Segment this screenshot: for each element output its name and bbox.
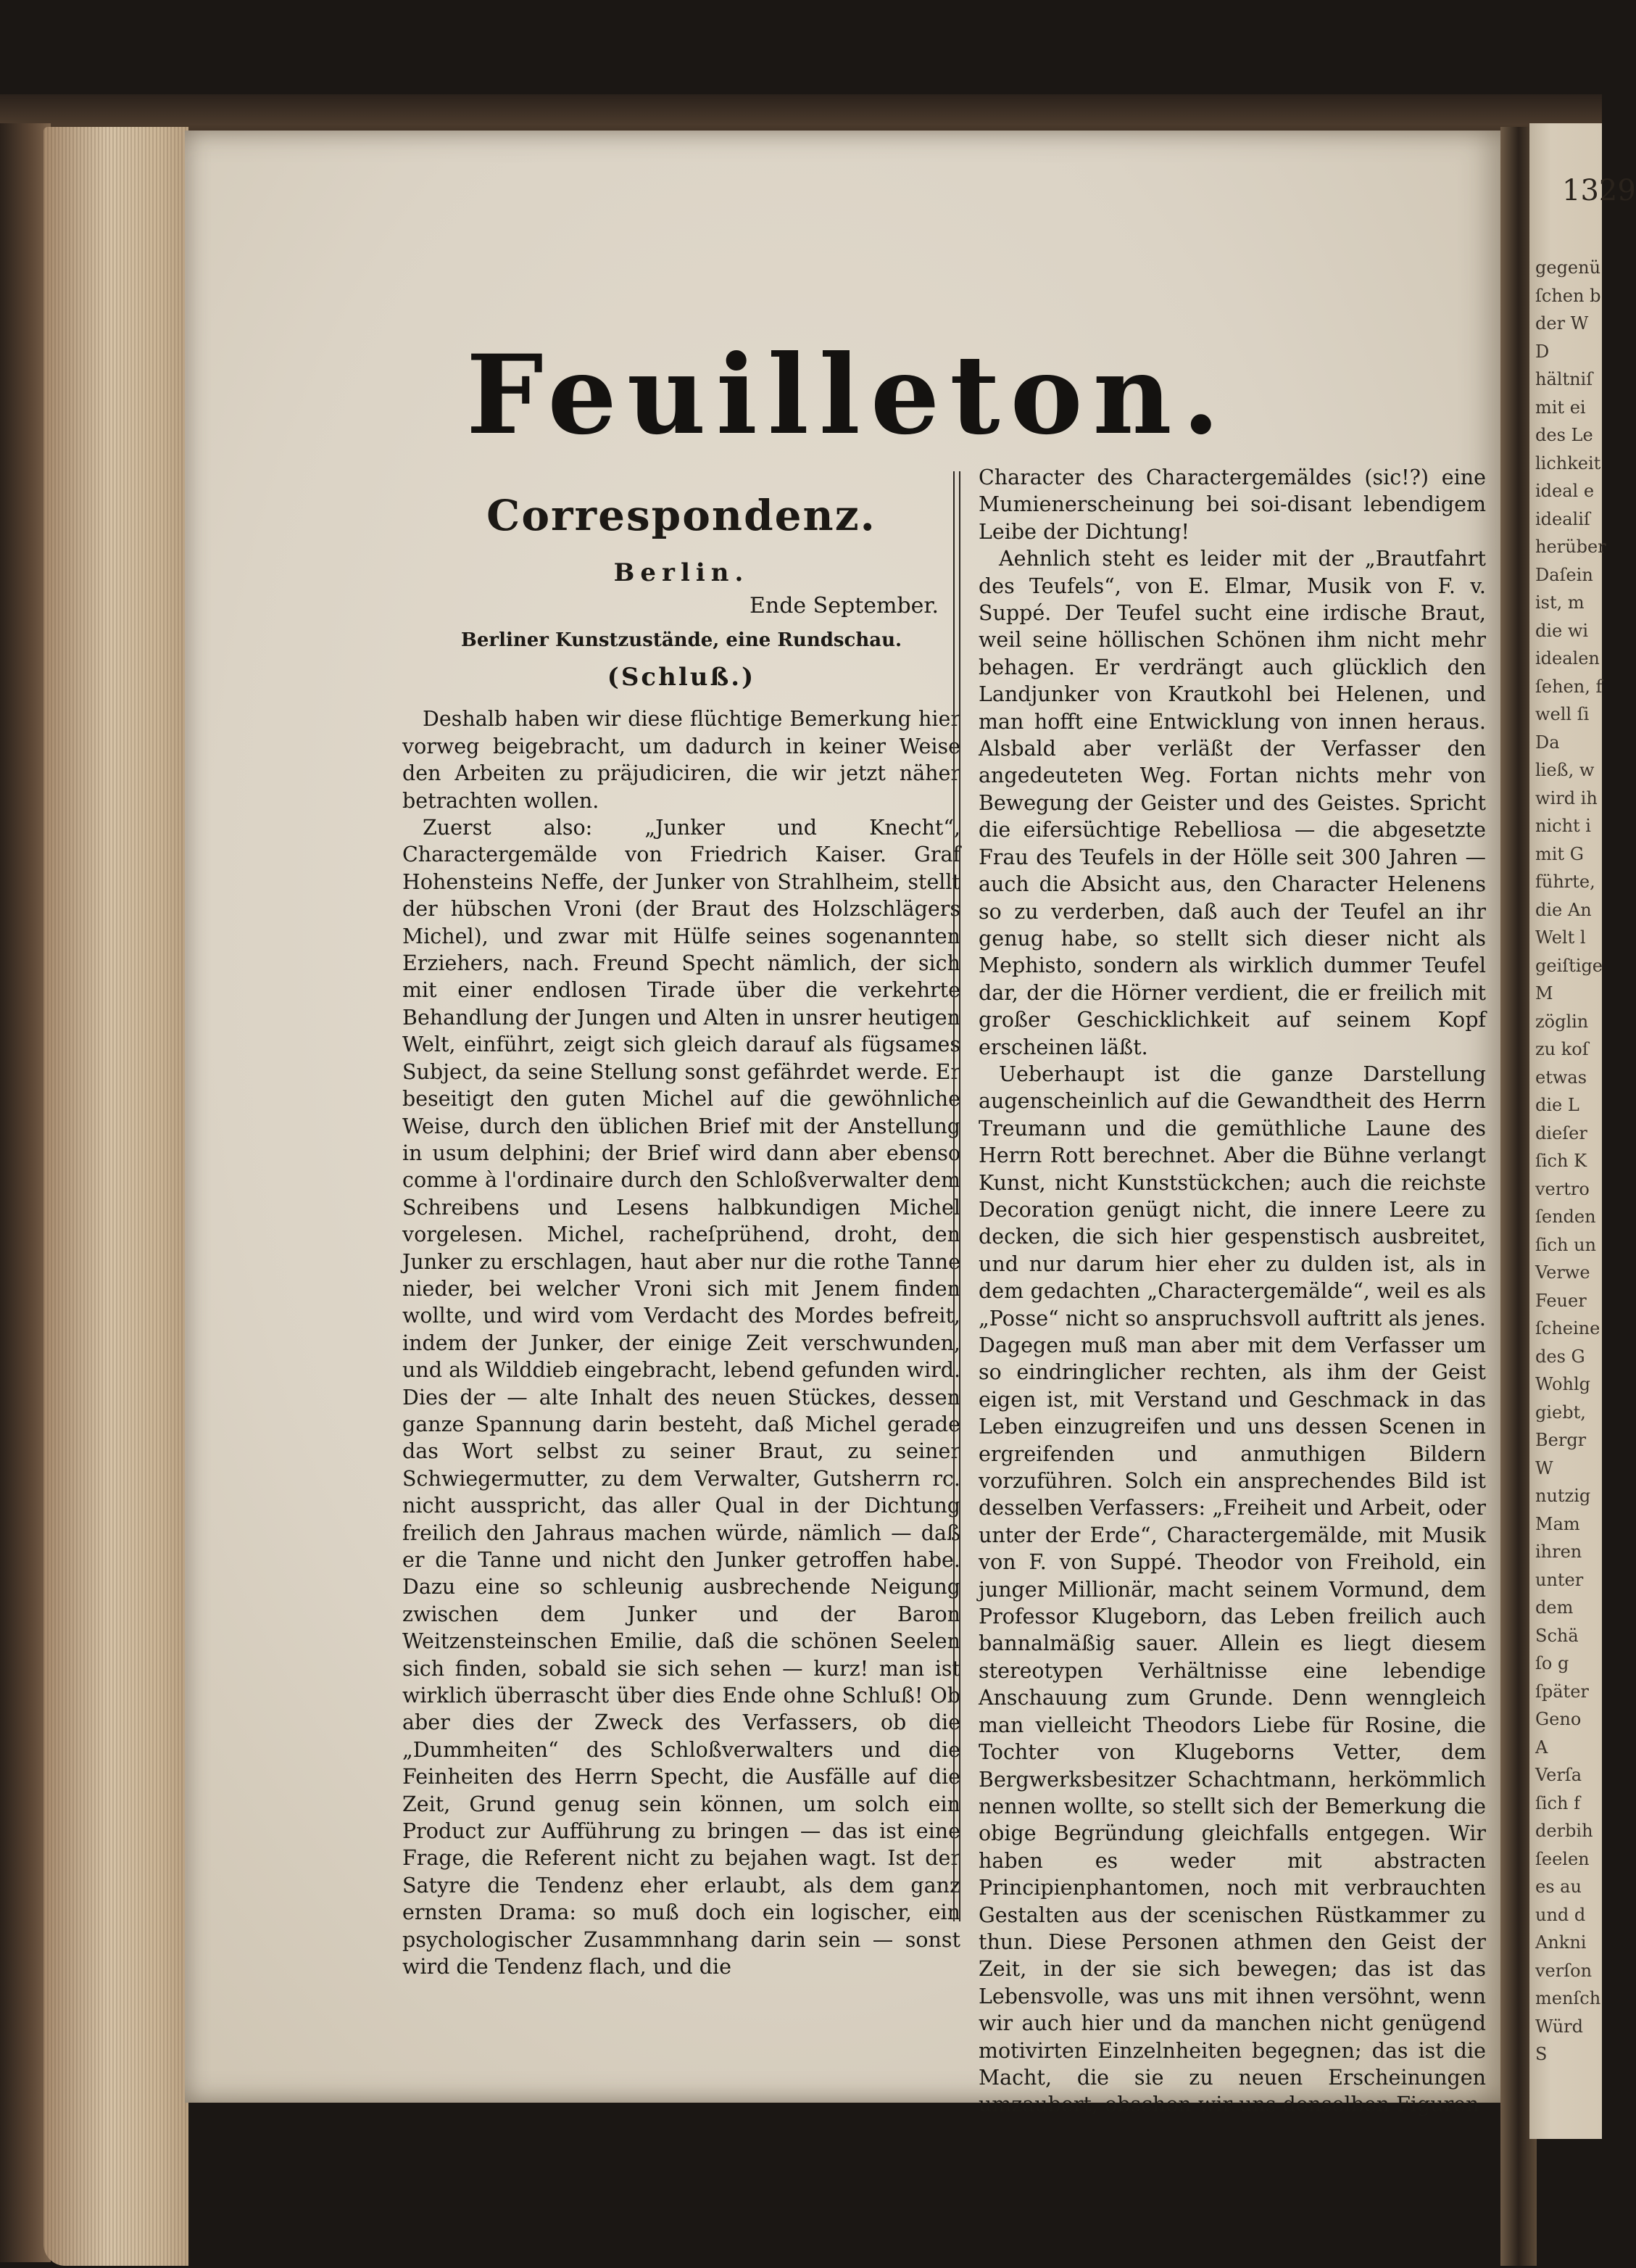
right-page-fragment-line: ſpäter: [1535, 1681, 1589, 1702]
page-title: Feuilleton.: [466, 331, 1230, 459]
right-page-fragment-line: ſich un: [1535, 1234, 1596, 1255]
right-page-fragment-line: die L: [1535, 1095, 1579, 1115]
page-number: 1329: [1562, 174, 1636, 207]
section-title: Correspondenz.: [486, 491, 876, 540]
right-page-fragment-line: ihren: [1535, 1541, 1582, 1562]
right-page-fragment-line: well ſi: [1535, 704, 1590, 724]
right-page-fragment-line: Verwe: [1535, 1262, 1590, 1283]
right-page-fragment-line: S: [1535, 2044, 1548, 2064]
right-page-fragment-line: hältniſ: [1535, 369, 1593, 389]
dateline-date: Ende September.: [749, 593, 939, 619]
right-page-fragment-line: Daſein: [1535, 564, 1593, 585]
right-page-fragment-line: mit G: [1535, 843, 1584, 864]
right-page-fragment-line: dem: [1535, 1597, 1574, 1618]
right-page-fragment-line: die wi: [1535, 620, 1589, 641]
right-page-fragment-line: zu koſ: [1535, 1039, 1589, 1059]
column-divider: [953, 471, 960, 1921]
right-page-fragment-line: gegenü: [1535, 257, 1601, 278]
right-page-fragment-line: W: [1535, 1457, 1553, 1478]
page-stack-edges: [43, 127, 188, 2266]
right-page-fragment-line: herüber: [1535, 537, 1606, 557]
right-page-fragment-line: vertro: [1535, 1178, 1590, 1199]
right-page-fragment-line: unter: [1535, 1569, 1584, 1590]
text-column-left: [402, 464, 960, 1981]
right-page-fragment-line: Verſa: [1535, 1765, 1582, 1785]
right-page-fragment-line: ließ, w: [1535, 760, 1595, 780]
right-page-fragment-line: Feuer: [1535, 1290, 1587, 1311]
article-subtitle: Berliner Kunstzustände, eine Rundschau.: [460, 629, 902, 651]
right-page-fragment-line: zöglin: [1535, 1011, 1589, 1032]
right-page-fragment-line: idealiſ: [1535, 508, 1590, 529]
text-column-right: [979, 464, 1486, 2119]
right-page-fragment-line: ſo g: [1535, 1653, 1569, 1673]
right-page-fragment-line: des Le: [1535, 425, 1593, 445]
right-page-fragment-line: ſich f: [1535, 1792, 1580, 1813]
right-page-fragment-line: ist, m: [1535, 592, 1585, 613]
right-page-fragment-line: derbih: [1535, 1821, 1593, 1841]
paragraph: Ueberhaupt ist die ganze Darstellung augenscheinlich auf die Gewandtheit des Herrn Treumann und die gemüthliche Laune des Herrn Rott berechnet. Aber die Bühne verlangt Kunst, nicht Kunststückchen; auch die reichste Decoration genügt nicht, die innere Leere zu decken, die sich hier gespenstisch ausbreitet, und nur darum hier eher zu dulden ist, als in dem gedachten „Charactergemälde“, weil es als „Posse“ nicht so anspruchsvoll auftritt als jenes. Dagegen muß man aber mit dem Verfasser um so eindringlicher rechten, als ihm der Geist eigen ist, mit Verstand und Geschmack in das Leben einzugreifen und uns dessen Scenen in ergreifenden und anmuthigen Bildern vorzuführen. Solch ein ansprechendes Bild ist desselben Verfassers: „Freiheit und Arbeit, oder unter der Erde“, Charactergemälde, mit Musik von F. von Suppé. Theodor von Freihold, ein junger Millionär, macht seinem Vormund, dem Professor Klugeborn, das Leben freilich auch bannalmäßig sauer. Allein es liegt diesem stereotypen Verhältnisse eine lebendige Anschauung zum Grunde. Denn wenngleich man vielleicht Theodors Liebe für Rosine, die Tochter von Klugeborns Vetter, dem Bergwerksbesitzer Schachtmann, herkömmlich nennen wollte, so stellt sich der Bemerkung die obige Begründung gleichfalls entgegen. Wir haben es weder mit abstracten Principienphantomen, noch mit verbrauchten Gestalten aus der scenischen Rüstkammer zu thun. Diese Personen athmen den Geist der Zeit, in der sie sich bewegen; das ist das Lebensvolle, was uns mit ihnen versöhnt, wenn wir auch hier und da manchen nicht genügend motivirten Einzelnheiten begegnen; das ist die Macht, die sie zu neuen Erscheinungen umzaubert, obschon wir uns denselben Figuren: [979, 1061, 1486, 2117]
right-page-fragment-line: ſchen b: [1535, 285, 1601, 306]
right-page-fragment-line: geiſtige: [1535, 955, 1603, 976]
right-page-fragment-line: ſeelen: [1535, 1848, 1590, 1869]
right-page-fragment-line: Da: [1535, 732, 1560, 753]
right-page-fragment-line: idealen: [1535, 648, 1600, 669]
right-page-fragment-line: ſehen, f: [1535, 676, 1603, 697]
right-page-fragment-line: Schä: [1535, 1625, 1579, 1646]
right-page-fragment-line: menſch: [1535, 1988, 1601, 2008]
right-page-fragment-line: Mam: [1535, 1513, 1580, 1534]
right-page-fragment-line: A: [1535, 1737, 1548, 1758]
right-page-fragment-line: wird ih: [1535, 787, 1598, 808]
right-page-fragment-line: es au: [1535, 1876, 1582, 1897]
paragraph: Aehnlich steht es leider mit der „Brautfahrt des Teufels“, von E. Elmar, Musik von F. v. Suppé. Der Teufel sucht eine irdische Braut, weil seine höllischen Schönen ihm nicht mehr behagen. Er verdrängt auch glücklich den Landjunker von Krautkohl bei Helenen, und man hofft eine Entwicklung von innen heraus. Alsbald aber verläßt der Verfasser den angedeuteten Weg. Fortan nichts mehr von Bewegung der Geister und des Geistes. Spricht die eifersüchtige Rebelliosa — die abgesetzte Frau des Teufels in der Hölle seit 300 Jahren — auch die Absicht aus, den Character Helenens so zu verderben, daß auch der Teufel an ihr genug habe, so stellt sich dieser nicht als Mephisto, sondern als wirklich dummer Teufel dar, der die Hörner verdient, die er freilich mit großer Geschicklichkeit auf seinem Kopf erscheinen läßt.: [979, 547, 1486, 1059]
right-page-fragment-line: ſenden: [1535, 1207, 1596, 1227]
right-page-fragment-line: nutzig: [1535, 1486, 1591, 1506]
right-page-fragment-line: führte,: [1535, 872, 1595, 892]
page-header: [185, 331, 1511, 459]
right-page-fragment: [1529, 123, 1636, 2139]
right-page-fragment-line: giebt,: [1535, 1402, 1586, 1423]
right-page-fragment-line: Würd: [1535, 2016, 1583, 2037]
paragraph: Deshalb haben wir diese flüchtige Bemerkung hier vorweg beigebracht, um dadurch in keiner Weise den Arbeiten zu präjudiciren, die wir jetzt näher betrachten wollen.: [402, 707, 960, 813]
right-page-fragment-line: lichkeit: [1535, 452, 1601, 473]
paragraph: Zuerst also: „Junker und Knecht“, Charactergemälde von Friedrich Kaiser. Graf Hohensteins Neffe, der Junker von Strahlheim, stellt der hübschen Vroni (der Braut des Holzschlägers Michel), und zwar mit Hülfe seines sogenannten Erziehers, nach. Freund Specht nämlich, der sich mit einer endlosen Tirade über die verkehrte Behandlung der Jungen und Alten in unsrer heutigen Welt, einführt, zeigt sich gleich darauf als fügsames Subject, da seine Stellung sonst gefährdet werde. Er beseitigt den guten Michel auf die gewöhnliche Weise, durch den üblichen Brief mit der Anstellung in usum delphini; der Brief wird dann aber ebenso comme à l'ordinaire durch den Schloßverwalter dem Schreibens und Lesens halbkundigen Michel vorgelesen. Michel, racheſprühend, droht, den Junker zu erschlagen, haut aber nur die rothe Tanne nieder, bei welcher Vroni sich mit Jenem finden wollte, und wird vom Verdacht des Mordes befreit, indem der Junker, der einige Zeit verschwunden, und als Wilddieb eingebracht, lebend gefunden wird. Dies der — alte Inhalt des neuen Stückes, dessen ganze Spannung darin besteht, daß Michel gerade das Wort selbst zu seiner Braut, zu seiner Schwiegermutter, zu dem Verwalter, Gutsherrn rc. nicht ausspricht, das aller Qual in der Dichtung freilich den Jahraus machen würde, nämlich — daß er die Tanne und nicht den Junker getroffen habe. Dazu eine so schleunig ausbrechende Neigung zwischen dem Junker und der Baron Weitzensteinschen Emilie, daß die schönen Seelen sich finden, sobald sie sich sehen — kurz! man ist wirklich überrascht über dies Ende ohne Schluß! Ob aber dies der Zweck des Verfassers, ob die „Dummheiten“ des Schloßverwalters und die Feinheiten des Herrn Specht, die Ausfälle auf die Zeit, Grund genug sein können, um solch ein Product zur Aufführung zu bringen — das ist eine Frage, die Referent nicht zu bejahen wagt. Ist der Satyre die Tendenz eher erlaubt, als dem ganz ernsten Drama: so muß doch ein logischer, ein psychologischer Zusammnhang darin sein — sonst wird die Tendenz flach, und die: [402, 816, 960, 1979]
right-page-fragment-line: des G: [1535, 1346, 1585, 1367]
right-page-fragment-line: Ankni: [1535, 1932, 1587, 1953]
right-page-fragment-line: M: [1535, 983, 1553, 1003]
right-page-fragment-line: etwas: [1535, 1067, 1587, 1088]
right-page-fragment-line: verſon: [1535, 1960, 1593, 1981]
right-page-fragment-line: Wohlg: [1535, 1374, 1590, 1394]
right-page-fragment-line: mit ei: [1535, 397, 1586, 418]
paragraph: Character des Charactergemäldes (sic!?) eine Mumienerscheinung bei soi-disant lebendigem Leibe der Dichtung!: [979, 465, 1486, 544]
right-page-fragment-line: Welt l: [1535, 927, 1586, 948]
right-page-fragment-line: dieſer: [1535, 1122, 1587, 1143]
right-page-fragment-line: D: [1535, 341, 1550, 362]
right-page-fragment-line: Geno: [1535, 1709, 1582, 1729]
right-page-fragment-line: ſcheine: [1535, 1318, 1600, 1338]
continuation-marker: (Schluß.): [607, 663, 756, 692]
right-page-fragment-line: ideal e: [1535, 481, 1595, 501]
right-page-fragment-line: und d: [1535, 1904, 1586, 1925]
right-page-fragment-line: Bergr: [1535, 1430, 1587, 1450]
right-page-fragment-line: nicht i: [1535, 816, 1591, 836]
right-page-fragment-line: die An: [1535, 899, 1592, 920]
right-page-fragment-line: ſich K: [1535, 1151, 1587, 1171]
dateline-place: Berlin.: [613, 558, 750, 587]
right-page-fragment-line: der W: [1535, 313, 1589, 334]
